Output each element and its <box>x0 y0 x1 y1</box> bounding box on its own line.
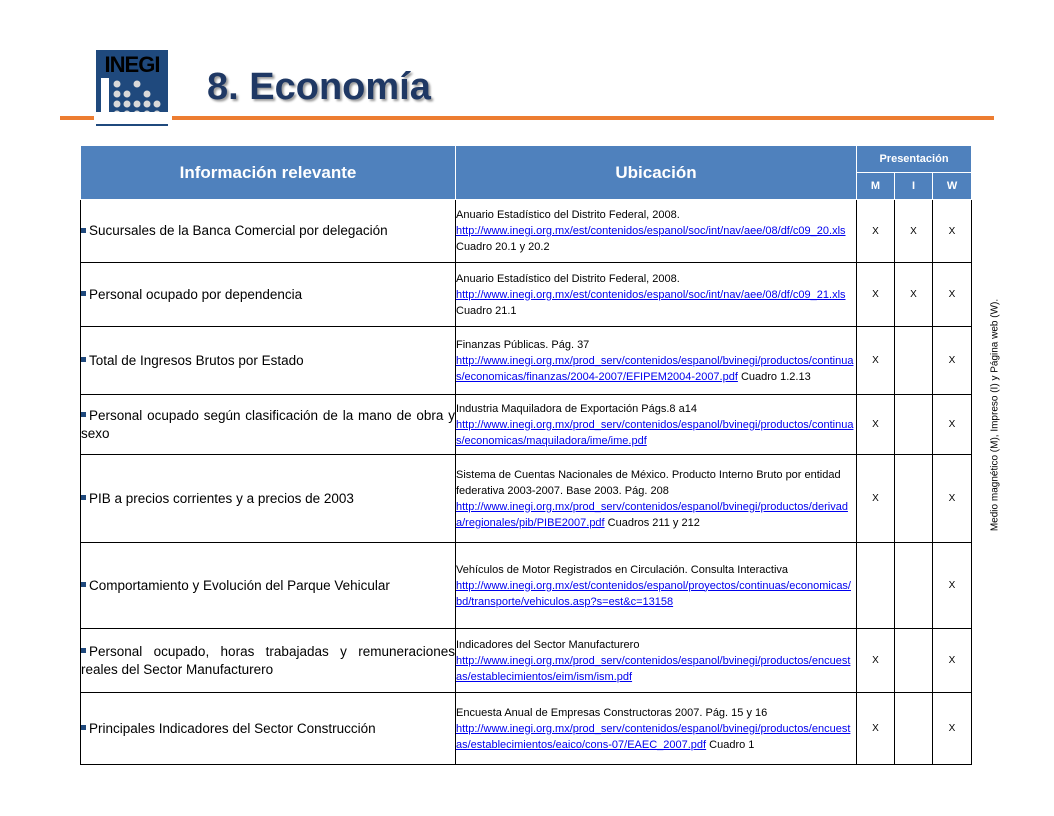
location-note: Cuadro 1 <box>709 738 755 751</box>
header-i: I <box>895 173 933 200</box>
logo-rule-gap <box>94 112 172 124</box>
table-row <box>81 543 972 629</box>
table-row <box>81 629 972 693</box>
location-link[interactable]: http://www.inegi.org.mx/prod_serv/contenidos/espanol/bvinegi/productos/derivada/regionales/pib/PIBE2007.pdf <box>456 500 848 529</box>
mark-m <box>857 543 895 629</box>
table-row <box>81 200 972 263</box>
page-title: 8. Economía <box>207 66 431 108</box>
mark-i <box>895 543 933 629</box>
bullet-icon <box>81 495 86 500</box>
location-cell <box>456 455 857 543</box>
mark-i <box>895 693 933 765</box>
mark-i <box>895 629 933 693</box>
header-location: Ubicación <box>456 146 857 200</box>
header-info: Información relevante <box>81 146 456 200</box>
mark-m: X <box>857 200 895 263</box>
table-row <box>81 455 972 543</box>
mark-i <box>895 395 933 455</box>
location-source: Encuesta Anual de Empresas Constructoras 2007. Pág. 15 y 16 <box>456 706 768 719</box>
mark-m: X <box>857 455 895 543</box>
bullet-icon <box>81 228 86 233</box>
info-cell: Personal ocupado por dependencia <box>81 263 456 327</box>
bullet-icon <box>81 291 86 296</box>
location-source: Anuario Estadístico del Distrito Federal, 2008. <box>456 209 680 221</box>
location-link[interactable]: http://www.inegi.org.mx/prod_serv/contenidos/espanol/bvinegi/productos/continuas/economicas/finanzas/2004-2007/EFIPEM2004-2007.pdf <box>456 354 854 383</box>
mark-m: X <box>857 263 895 327</box>
info-cell: Sucursales de la Banca Comercial por delegación <box>81 200 456 263</box>
mark-w: X <box>933 543 972 629</box>
location-link[interactable]: http://www.inegi.org.mx/prod_serv/contenidos/espanol/bvinegi/productos/encuestas/establecimientos/eim/ism/ism.pdf <box>456 654 851 683</box>
table-row <box>81 263 972 327</box>
location-note: Cuadro 20.1 y 20.2 <box>456 241 550 253</box>
location-link[interactable]: http://www.inegi.org.mx/est/contenidos/espanol/soc/int/nav/aee/08/df/c09_20.xls <box>456 225 846 237</box>
location-source: Indicadores del Sector Manufacturero <box>456 638 640 651</box>
location-source: Industria Maquiladora de Exportación Págs.8 a14 <box>456 402 697 415</box>
mark-i <box>895 327 933 395</box>
title-rule <box>60 116 994 120</box>
location-source: Vehículos de Motor Registrados en Circulación. Consulta Interactiva <box>456 563 789 576</box>
mark-i: X <box>895 200 933 263</box>
mark-m: X <box>857 395 895 455</box>
location-note: Cuadro 1.2.13 <box>740 370 811 383</box>
location-note: Cuadro 21.1 <box>456 304 517 317</box>
mark-w: X <box>933 200 972 263</box>
info-cell: PIB a precios corrientes y a precios de 2003 <box>81 455 456 543</box>
mark-w: X <box>933 693 972 765</box>
mark-m: X <box>857 693 895 765</box>
location-source: Finanzas Públicas. Pág. 37 <box>456 338 590 351</box>
location-cell <box>456 629 857 693</box>
location-link[interactable]: http://www.inegi.org.mx/prod_serv/contenidos/espanol/bvinegi/productos/continuas/economicas/maquiladora/ime/ime.pdf <box>456 418 854 447</box>
location-source: Sistema de Cuentas Nacionales de México. Producto Interno Bruto por entidad federativa 2003-2007. Base 2003. Pág. 208 <box>456 468 841 497</box>
location-cell <box>456 543 857 629</box>
info-cell: Personal ocupado, horas trabajadas y remuneraciones reales del Sector Manufacturero <box>81 629 456 693</box>
presentation-legend <box>988 262 1002 568</box>
mark-w: X <box>933 629 972 693</box>
location-link[interactable]: http://www.inegi.org.mx/est/contenidos/espanol/soc/int/nav/aee/08/df/c09_21.xls <box>456 288 846 301</box>
header-presentation: Presentación <box>857 146 972 173</box>
mark-w: X <box>933 327 972 395</box>
mark-m: X <box>857 629 895 693</box>
bullet-icon <box>81 582 86 587</box>
bullet-icon <box>81 357 86 362</box>
location-link[interactable]: http://www.inegi.org.mx/prod_serv/contenidos/espanol/bvinegi/productos/encuestas/establecimientos/eaico/cons-07/EAEC_2007.pdf <box>456 722 851 751</box>
mark-i: X <box>895 263 933 327</box>
location-cell <box>456 693 857 765</box>
info-table <box>80 145 972 765</box>
mark-w: X <box>933 395 972 455</box>
mark-i <box>895 455 933 543</box>
location-note: Cuadros 211 y 212 <box>607 516 700 529</box>
location-link[interactable]: http://www.inegi.org.mx/est/contenidos/espanol/proyectos/continuas/economicas/bd/transporte/vehiculos.asp?s=est&c=13158 <box>456 579 851 608</box>
bullet-icon <box>81 725 86 730</box>
location-cell <box>456 327 857 395</box>
location-cell <box>456 200 857 263</box>
info-cell: Total de Ingresos Brutos por Estado <box>81 327 456 395</box>
location-cell <box>456 263 857 327</box>
info-cell: Principales Indicadores del Sector Construcción <box>81 693 456 765</box>
mark-m: X <box>857 327 895 395</box>
info-cell: Personal ocupado según clasificación de la mano de obra y sexo <box>81 395 456 455</box>
bullet-icon <box>81 412 86 417</box>
presentation-legend-text: Medio magnético (M), Impreso (I) y Página web (W). <box>989 298 1001 532</box>
table-row <box>81 327 972 395</box>
header-w: W <box>933 173 972 200</box>
mark-w: X <box>933 455 972 543</box>
location-source: Anuario Estadístico del Distrito Federal, 2008. <box>456 272 680 285</box>
table-row <box>81 395 972 455</box>
location-cell <box>456 395 857 455</box>
mark-w: X <box>933 263 972 327</box>
table-row <box>81 693 972 765</box>
logo-text: INEGI <box>104 52 160 77</box>
header-m: M <box>857 173 895 200</box>
info-cell: Comportamiento y Evolución del Parque Vehicular <box>81 543 456 629</box>
bullet-icon <box>81 648 86 653</box>
